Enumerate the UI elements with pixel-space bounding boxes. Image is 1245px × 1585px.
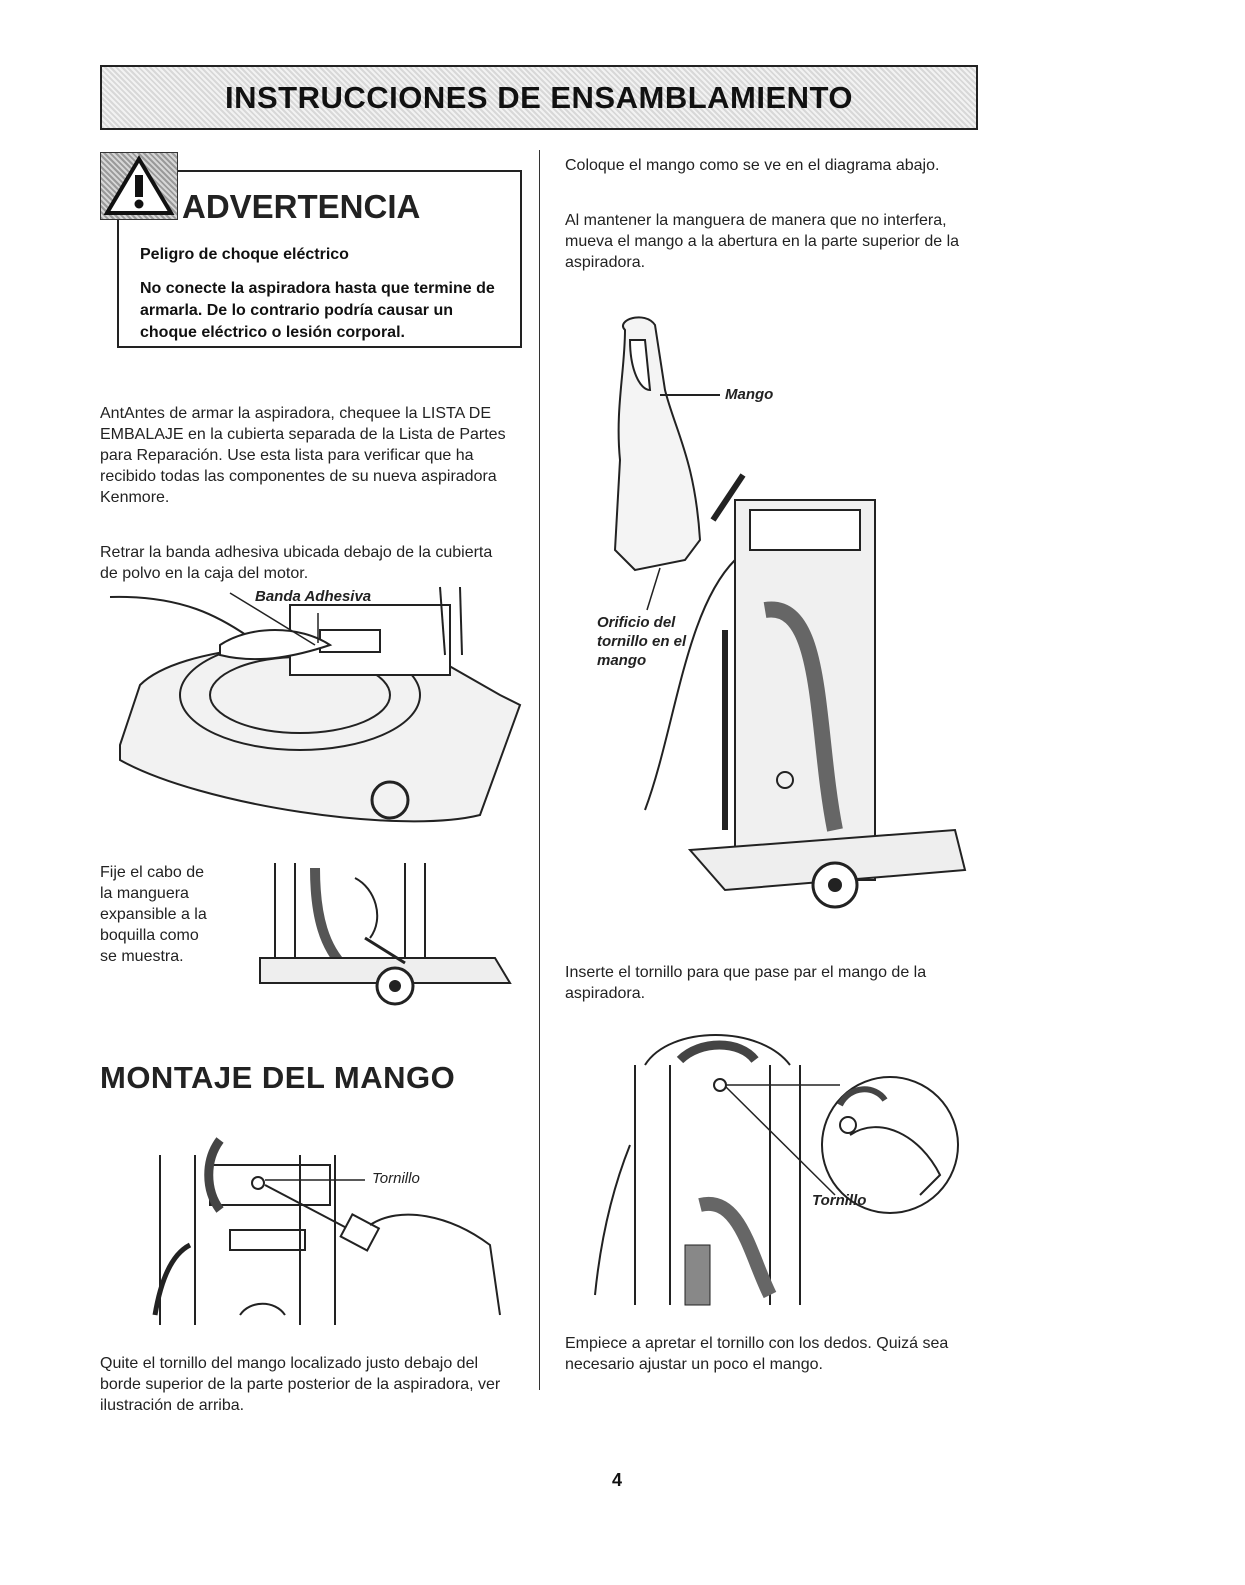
label-screw-right: Tornillo: [812, 1192, 867, 1209]
tighten-screw-paragraph: Empiece a apretar el tornillo con los dedos. Quizá sea necesario ajustar un poco el mango.: [565, 1335, 949, 1373]
hose-attach-paragraph: Fije el cabo de la manguera expansible a la boquilla como se muestra.: [100, 864, 207, 965]
adhesive-band-paragraph: Retrar la banda adhesiva ubicada debajo de la cubierta de polvo en la caja del motor.: [100, 544, 493, 582]
insert-screw-paragraph: Inserte el tornillo para que pase par el mango de la aspiradora.: [565, 964, 927, 1002]
label-screw-left: Tornillo: [372, 1170, 420, 1187]
section-title-bar: [100, 65, 978, 130]
warning-triangle-icon: [100, 152, 178, 220]
warning-body: No conecte la aspiradora hasta que termine de armarla. De lo contrario podría causar un choque eléctrico o lesión corporal.: [140, 280, 495, 341]
page-title: INSTRUCCIONES DE ENSAMBLAMIENTO: [224, 79, 854, 115]
warning-title: ADVERTENCIA: [182, 188, 421, 225]
section-heading-handle-assembly: MONTAJE DEL MANGO: [100, 1060, 456, 1095]
label-adhesive-band: Banda Adhesiva: [255, 588, 372, 605]
page-number: 4: [612, 1470, 623, 1490]
column-divider: [539, 150, 540, 1390]
remove-screw-illustration: [150, 1135, 520, 1330]
position-handle-paragraph: Coloque el mango como se ve en el diagrama abajo.: [565, 157, 940, 174]
warning-subtitle: Peligro de choque eléctrico: [140, 246, 349, 263]
move-handle-paragraph: Al mantener la manguera de manera que no interfera, mueva el mango a la abertura en la parte superior de la aspiradora.: [565, 212, 960, 271]
label-screw-hole: Orificio del tornillo en el mango: [597, 614, 687, 669]
remove-screw-paragraph: Quite el tornillo del mango localizado justo debajo del borde superior de la parte posterior de la aspiradora, ver ilustración de arriba.: [100, 1355, 501, 1414]
packing-list-paragraph: AntAntes de armar la aspiradora, chequee la LISTA DE EMBALAJE en la cubierta separada de la Lista de Partes para Reparación. Use esta lista para verificar que ha recibido todas las componentes de su nueva aspiradora Kenmore.: [100, 405, 506, 506]
warning-triangle-svg: [101, 153, 177, 219]
tighten-screw-illustration: [590, 1025, 970, 1315]
adhesive-band-illustration: [100, 585, 520, 850]
hose-attach-illustration: [255, 858, 515, 1008]
label-handle: Mango: [725, 386, 774, 403]
